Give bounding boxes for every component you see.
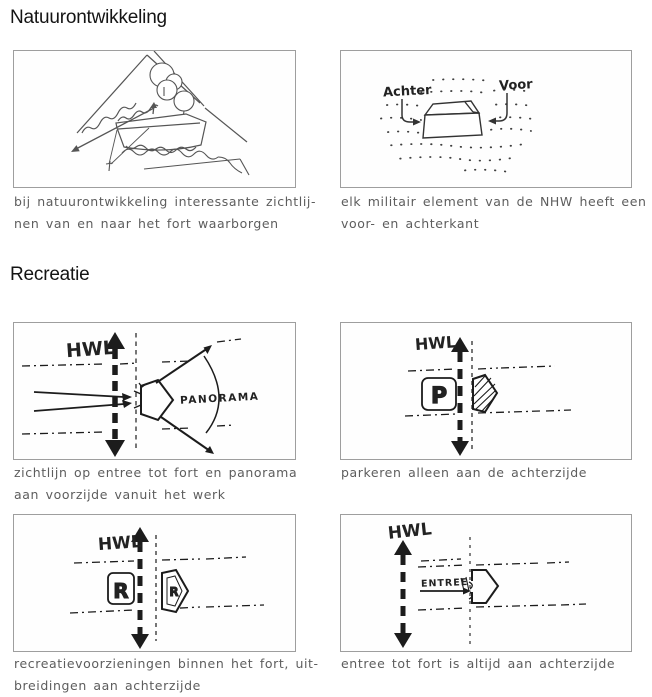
sketch-panel-fort-zichtlijnen [13, 50, 296, 188]
caption-recreatie [14, 653, 319, 697]
parking-letter: P [430, 384, 448, 409]
caption-line: nen van en naar het fort waarborgen [14, 216, 279, 231]
trees [150, 63, 194, 118]
caption-fort-zichtlijnen [14, 191, 316, 235]
fort-zichtlijnen-drawing [14, 51, 295, 187]
fort-letter: R [169, 585, 179, 599]
caption-line: elk militair element van de NHW heeft een [341, 194, 647, 209]
caption-line: zichtlijn op entree tot fort en panorama [14, 465, 298, 480]
caption-line: breidingen aan achterzijde [14, 678, 201, 693]
caption-parkeren [341, 462, 587, 484]
entree-label: ENTREE [420, 577, 469, 590]
recreatie-sign [108, 573, 134, 604]
caption-line: aan voorzijde vanuit het werk [14, 487, 226, 502]
hwl-label: HWL [414, 332, 457, 355]
hwl-label: HWL [386, 519, 433, 544]
voor-label: Voor [498, 77, 534, 94]
sketch-panel-zichtlijn-panorama [13, 322, 296, 460]
panorama-label: PANORAMA [179, 390, 260, 407]
sketch-panel-parkeren [340, 322, 632, 460]
recreatie-drawing [14, 515, 295, 651]
hwl-label: HWL [97, 532, 143, 556]
recreatie-letter: R [113, 579, 129, 603]
caption-zichtlijn-panorama [14, 462, 297, 506]
caption-line: bij natuurontwikkeling interessante zichtlij- [14, 194, 317, 209]
caption-line: entree tot fort is altijd aan achterzijde [341, 656, 616, 671]
zichtlijn-panorama-drawing [14, 323, 295, 459]
grid-dashes [22, 336, 241, 434]
parkeren-drawing [341, 323, 631, 459]
caption-line: parkeren alleen aan de achterzijde [341, 465, 588, 480]
sightline-arrows [71, 102, 157, 164]
section-title-natuurontwikkeling: Natuurontwikkeling [10, 7, 167, 28]
achter-arrow [402, 99, 421, 126]
voor-achterkant-drawing [341, 51, 631, 187]
sketch-panel-entree [340, 514, 632, 652]
caption-line: voor- en achterkant [341, 216, 480, 231]
entree-drawing [341, 515, 631, 651]
sketch-panel-voor-achterkant [340, 50, 632, 188]
fort-symbol [134, 380, 173, 420]
hwl-axis-arrow [394, 540, 412, 648]
fort-symbol-with-r [162, 570, 188, 612]
hedge-row [122, 149, 249, 175]
parking-sign [422, 378, 456, 410]
bunker-block [423, 101, 482, 138]
voor-arrow [488, 93, 507, 125]
caption-voor-achterkant [341, 191, 647, 235]
achter-label: Achter [382, 82, 432, 101]
sketch-panel-recreatie [13, 514, 296, 652]
section-title-recreatie: Recreatie [10, 264, 90, 285]
fort-symbol-open [469, 570, 498, 603]
fort-symbol-hatched [473, 375, 497, 412]
caption-line: recreatievoorzieningen binnen het fort, uit- [14, 656, 319, 671]
caption-entree [341, 653, 615, 675]
hwl-label: HWL [65, 336, 116, 363]
